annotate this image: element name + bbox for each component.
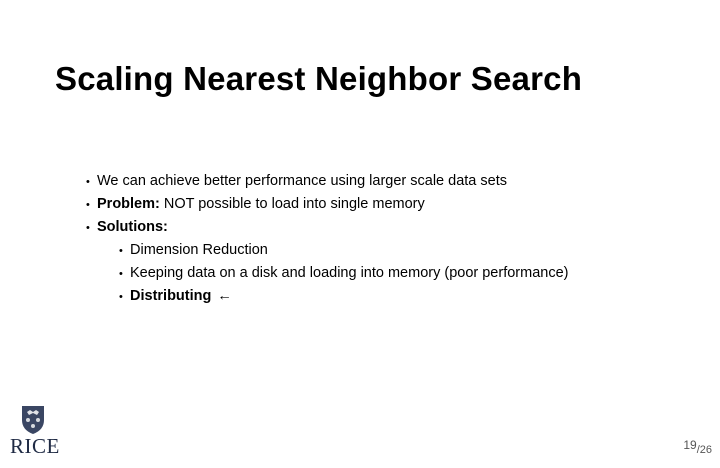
- page-number: [683, 438, 712, 456]
- bullet-icon: •: [119, 245, 123, 257]
- bullet-item: [86, 170, 568, 193]
- left-arrow-icon: ←: [217, 288, 232, 304]
- sub-bullet-text: Keeping data on a disk and loading into memory (poor performance): [130, 265, 569, 281]
- bullet-text: We can achieve better performance using larger scale data sets: [97, 173, 507, 189]
- sub-bullet-item: [86, 285, 568, 308]
- bullet-icon: •: [119, 268, 123, 280]
- sub-bullet-item: [86, 239, 568, 262]
- bullet-icon: •: [86, 176, 90, 188]
- rice-logo-text: RICE: [10, 434, 60, 458]
- bullet-item: [86, 193, 568, 216]
- slide-title: Scaling Nearest Neighbor Search: [55, 60, 583, 97]
- bullet-label: Solutions:: [97, 219, 168, 235]
- bullet-item: [86, 216, 568, 239]
- page-current: 19: [683, 438, 697, 452]
- bullet-list: [86, 170, 568, 308]
- bullet-icon: •: [119, 291, 123, 303]
- bullet-label: Problem:: [97, 196, 160, 212]
- sub-bullet-text: Dimension Reduction: [130, 242, 268, 258]
- bullet-text: NOT possible to load into single memory: [159, 196, 425, 212]
- bullet-icon: •: [86, 222, 90, 234]
- bullet-icon: •: [86, 199, 90, 211]
- page-total: /26: [696, 444, 712, 456]
- sub-bullet-item: [86, 262, 568, 285]
- sub-bullet-text: Distributing: [130, 288, 212, 304]
